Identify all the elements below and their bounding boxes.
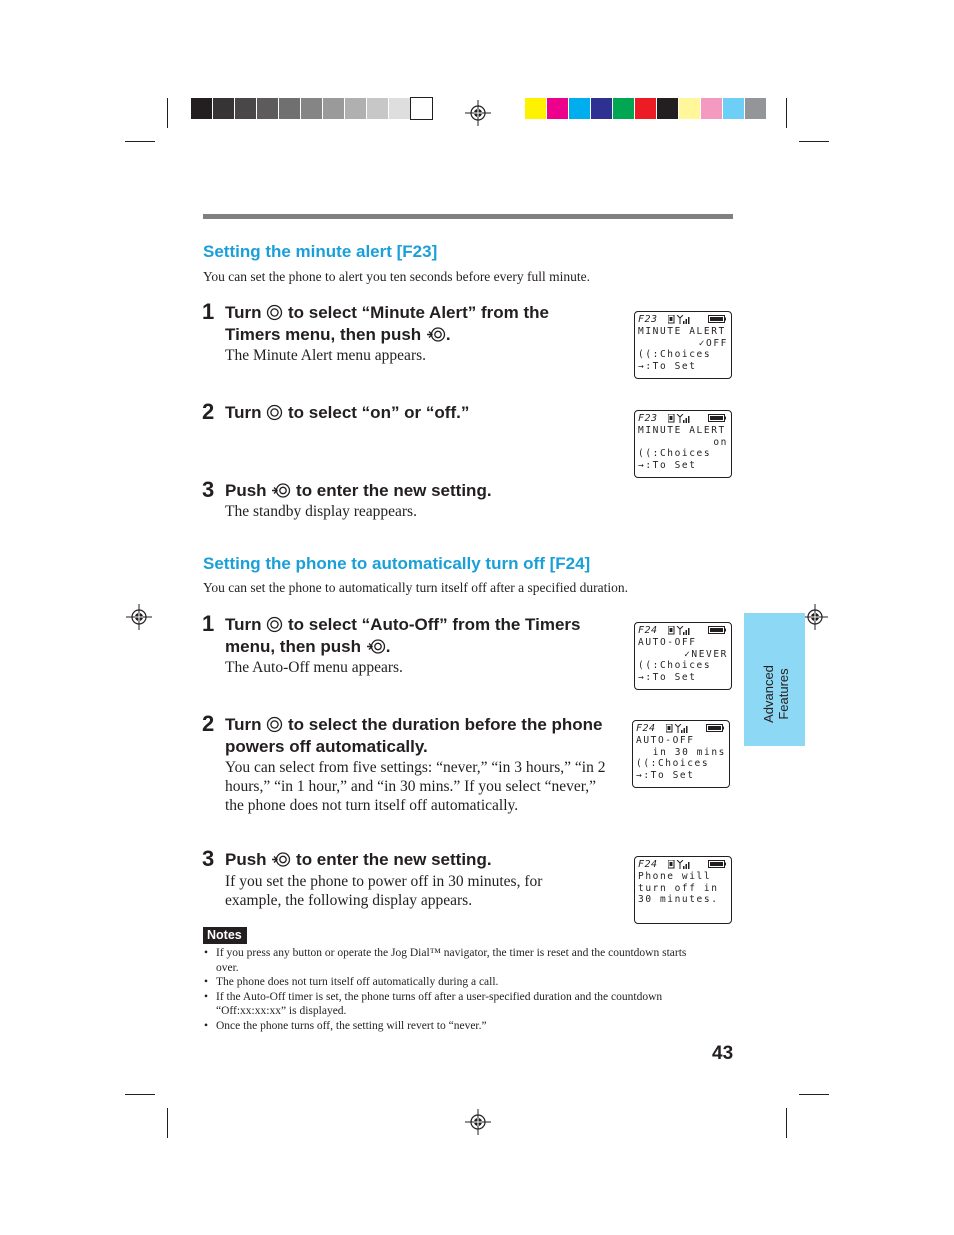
jog-dial-turn-icon: (( bbox=[636, 758, 651, 770]
calibration-swatch bbox=[745, 98, 766, 119]
step-result: If you set the phone to power off in 30 minutes, for example, the following display appears. bbox=[225, 873, 543, 909]
registration-mark-icon bbox=[126, 604, 152, 630]
calibration-swatch bbox=[679, 98, 700, 119]
step-number: 3 bbox=[202, 477, 215, 502]
crop-mark bbox=[167, 1108, 168, 1138]
lcd-line: →:To Set bbox=[638, 361, 697, 373]
lcd-line: in 30 mins bbox=[652, 746, 726, 758]
crop-mark bbox=[799, 1094, 829, 1095]
jog-dial-turn-icon: (( bbox=[638, 660, 653, 672]
side-tab-label: Advanced Features bbox=[761, 665, 791, 723]
function-code: F23 bbox=[638, 314, 658, 325]
registration-mark-icon bbox=[802, 604, 828, 630]
function-code: F24 bbox=[638, 859, 658, 870]
calibration-swatch bbox=[213, 98, 234, 119]
step-number: 3 bbox=[202, 846, 215, 871]
calibration-swatch bbox=[547, 98, 568, 119]
calibration-swatch bbox=[411, 98, 432, 119]
calibration-swatch bbox=[657, 98, 678, 119]
lcd-line: ((:Choices bbox=[638, 349, 712, 361]
step-number: 1 bbox=[202, 611, 215, 636]
lcd-line: MINUTE ALERT bbox=[638, 425, 726, 436]
crop-mark bbox=[786, 98, 787, 128]
push-arrow-icon: → bbox=[638, 361, 646, 373]
lcd-line: turn off in bbox=[638, 882, 719, 894]
calibration-swatch bbox=[235, 98, 256, 119]
calibration-swatch bbox=[323, 98, 344, 119]
calibration-swatch bbox=[367, 98, 388, 119]
section-intro: You can set the phone to automatically turn itself off after a specified duration. bbox=[203, 580, 629, 595]
lcd-line: ((:Choices bbox=[638, 660, 712, 672]
calibration-swatch bbox=[279, 98, 300, 119]
calibration-swatch bbox=[569, 98, 590, 119]
signal-strength-icon bbox=[668, 860, 690, 869]
lcd-line: ((:Choices bbox=[638, 448, 712, 460]
calibration-swatch bbox=[591, 98, 612, 119]
jog-dial-push-icon bbox=[271, 482, 291, 499]
jog-dial-turn-icon bbox=[266, 716, 283, 733]
step-result: The Minute Alert menu appears. bbox=[225, 347, 427, 364]
step-instruction: Turn to select “Minute Alert” from the Timers menu, then push . bbox=[225, 303, 549, 344]
calibration-swatch bbox=[525, 98, 546, 119]
step-result: You can select from five settings: “never,” “in 3 hours,” “in 2 hours,” “in 1 hour,” and “in 30 mins.” If you select “never,” the phone does not turn itself off automatically. bbox=[225, 759, 606, 814]
lcd-display bbox=[632, 720, 730, 788]
lcd-line: MINUTE ALERT bbox=[638, 326, 726, 337]
registration-mark-icon bbox=[465, 100, 491, 126]
calibration-swatch bbox=[701, 98, 722, 119]
signal-strength-icon bbox=[668, 626, 690, 635]
section-rule bbox=[203, 214, 733, 219]
calibration-swatch bbox=[389, 98, 410, 119]
note-item: • Once the phone turns off, the setting will revert to “never.” bbox=[203, 1019, 703, 1034]
lcd-line: ✓NEVER bbox=[684, 648, 728, 660]
lcd-line: Phone will bbox=[638, 871, 712, 882]
calibration-swatch bbox=[257, 98, 278, 119]
step-instruction: Turn to select “Auto-Off” from the Timers menu, then push . bbox=[225, 615, 581, 656]
section-heading-auto-off: Setting the phone to automatically turn off [F24] bbox=[203, 554, 591, 573]
step-instruction: Push to enter the new setting. bbox=[225, 850, 492, 869]
registration-mark-icon bbox=[465, 1109, 491, 1135]
signal-strength-icon bbox=[666, 724, 688, 733]
step-number: 2 bbox=[202, 399, 215, 424]
calibration-swatch bbox=[723, 98, 744, 119]
lcd-line: ((:Choices bbox=[636, 758, 710, 770]
jog-dial-turn-icon: (( bbox=[638, 349, 653, 361]
calibration-swatch bbox=[301, 98, 322, 119]
notes-list bbox=[203, 946, 703, 1034]
lcd-line: on bbox=[713, 436, 728, 448]
crop-mark bbox=[125, 1094, 155, 1095]
jog-dial-push-icon bbox=[426, 326, 446, 343]
step-instruction: Push to enter the new setting. bbox=[225, 481, 492, 500]
step-instruction: Turn to select “on” or “off.” bbox=[225, 403, 470, 422]
calibration-swatch bbox=[191, 98, 212, 119]
lcd-display bbox=[634, 410, 732, 478]
push-arrow-icon: → bbox=[638, 672, 646, 684]
note-item: • If the Auto-Off timer is set, the phone turns off after a user-specified duration and the countdown “Off:xx:xx:xx” is displayed. bbox=[203, 990, 703, 1019]
function-code: F24 bbox=[638, 625, 658, 636]
step-result: The Auto-Off menu appears. bbox=[225, 659, 403, 676]
lcd-display bbox=[634, 856, 732, 924]
crop-mark bbox=[799, 141, 829, 142]
jog-dial-turn-icon: (( bbox=[638, 448, 653, 460]
signal-strength-icon bbox=[668, 315, 690, 324]
lcd-line: AUTO-OFF bbox=[638, 637, 697, 648]
crop-mark bbox=[125, 141, 155, 142]
push-arrow-icon: → bbox=[636, 770, 644, 782]
signal-strength-icon bbox=[668, 414, 690, 423]
step-number: 2 bbox=[202, 711, 215, 736]
step-result: The standby display reappears. bbox=[225, 503, 417, 520]
crop-mark bbox=[786, 1108, 787, 1138]
jog-dial-turn-icon bbox=[266, 304, 283, 321]
calibration-swatch bbox=[635, 98, 656, 119]
battery-icon bbox=[708, 626, 726, 634]
jog-dial-turn-icon bbox=[266, 404, 283, 421]
jog-dial-push-icon bbox=[271, 851, 291, 868]
jog-dial-turn-icon bbox=[266, 616, 283, 633]
calibration-swatch bbox=[613, 98, 634, 119]
lcd-line: →:To Set bbox=[636, 770, 695, 782]
lcd-line: AUTO-OFF bbox=[636, 735, 695, 746]
step-instruction: Turn to select the duration before the phone powers off automatically. bbox=[225, 715, 603, 756]
battery-icon bbox=[706, 724, 724, 732]
note-item: • If you press any button or operate the Jog Dial™ navigator, the timer is reset and the countdown starts over. bbox=[203, 946, 703, 975]
page-number: 43 bbox=[712, 1043, 734, 1064]
section-side-tab bbox=[744, 613, 805, 746]
battery-icon bbox=[708, 860, 726, 868]
notes-label: Notes bbox=[203, 927, 247, 944]
section-heading-minute-alert: Setting the minute alert [F23] bbox=[203, 242, 438, 261]
step-number: 1 bbox=[202, 299, 215, 324]
function-code: F24 bbox=[636, 723, 656, 734]
section-intro: You can set the phone to alert you ten seconds before every full minute. bbox=[203, 269, 591, 284]
crop-mark bbox=[167, 98, 168, 128]
battery-icon bbox=[708, 414, 726, 422]
function-code: F23 bbox=[638, 413, 658, 424]
calibration-swatch bbox=[345, 98, 366, 119]
lcd-line: 30 minutes. bbox=[638, 894, 719, 906]
lcd-line: →:To Set bbox=[638, 672, 697, 684]
lcd-display bbox=[634, 622, 732, 690]
battery-icon bbox=[708, 315, 726, 323]
note-item: • The phone does not turn itself off automatically during a call. bbox=[203, 975, 703, 990]
lcd-line: →:To Set bbox=[638, 460, 697, 472]
lcd-display bbox=[634, 311, 732, 379]
jog-dial-push-icon bbox=[366, 638, 386, 655]
push-arrow-icon: → bbox=[638, 460, 646, 472]
lcd-line: ✓OFF bbox=[698, 337, 728, 349]
